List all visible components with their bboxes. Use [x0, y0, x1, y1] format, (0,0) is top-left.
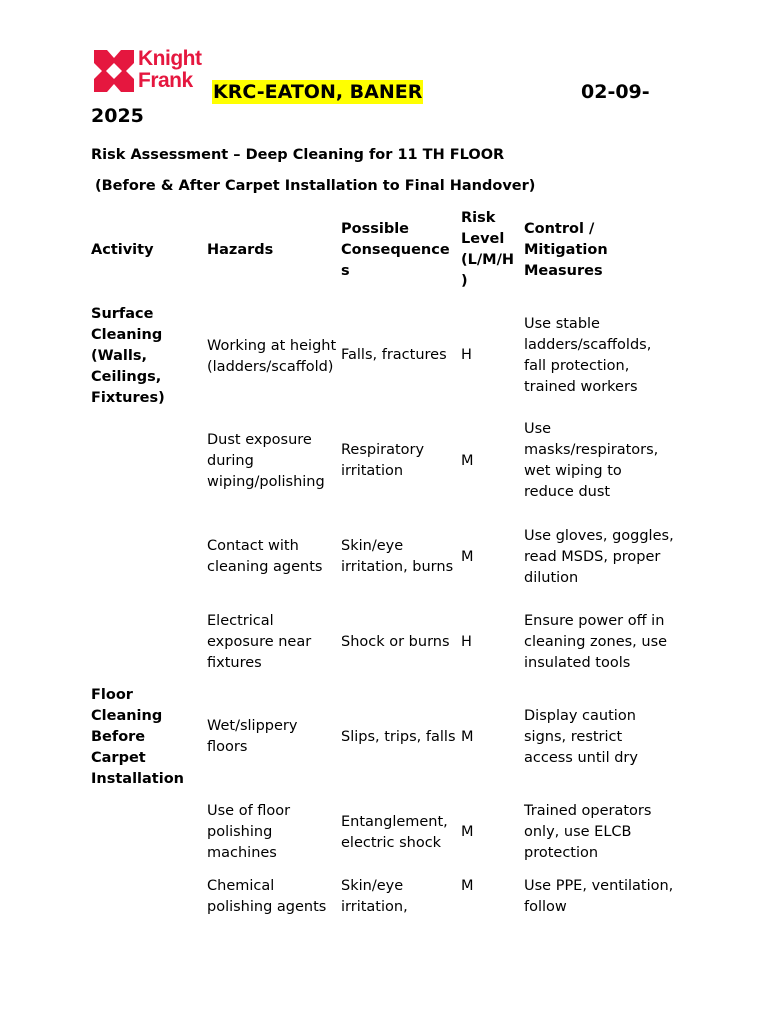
- row-2-hazard: Dust exposure during wiping/polishing: [207, 432, 325, 490]
- row-1-activity: Surface Cleaning (Walls, Ceilings, Fixtures): [91, 306, 165, 406]
- row-3-consequence: Skin/eye irritation, burns: [341, 538, 454, 575]
- row-5-activity: Floor Cleaning Before Carpet Installation: [91, 687, 184, 787]
- knight-frank-logo: [94, 48, 204, 94]
- logo-line-1: Knight: [138, 47, 202, 70]
- row-5-consequence: Slips, trips, falls: [341, 728, 456, 745]
- document-title: Risk Assessment – Deep Cleaning for 11 TH FLOOR: [91, 147, 505, 163]
- row-3-risk: M: [461, 549, 474, 565]
- row-5-control: Display caution signs, restrict access until dry: [524, 708, 638, 766]
- row-1-risk: H: [461, 347, 472, 363]
- knight-frank-mark-icon: [94, 50, 134, 92]
- header-controls: Control / Mitigation Measures: [524, 221, 608, 279]
- row-6-hazard: Use of floor polishing machines: [207, 803, 291, 861]
- row-5-hazard: Wet/slippery floors: [207, 718, 298, 755]
- row-2-control: Use masks/respirators, wet wiping to reduce dust: [524, 421, 659, 500]
- header-activity: Activity: [91, 241, 154, 258]
- row-3-hazard: Contact with cleaning agents: [207, 538, 323, 575]
- row-7-consequence: Skin/eye irritation,: [341, 878, 408, 915]
- row-7-hazard: Chemical polishing agents: [207, 878, 327, 915]
- logo-line-2: Frank: [138, 69, 193, 92]
- row-4-risk: H: [461, 634, 472, 650]
- row-2-consequence: Respiratory irritation: [341, 442, 425, 479]
- row-2-risk: M: [461, 453, 474, 469]
- site-name: KRC-EATON, BANER: [213, 81, 423, 103]
- row-3-control: Use gloves, goggles, read MSDS, proper dilution: [524, 527, 674, 586]
- document-subtitle: (Before & After Carpet Installation to Final Handover): [95, 178, 536, 194]
- date-part-1: 02-09-: [581, 81, 650, 103]
- row-1-hazard: Working at height (ladders/scaffold): [207, 337, 337, 375]
- row-4-consequence: Shock or burns: [341, 634, 450, 650]
- row-1-consequence: Falls, fractures: [341, 347, 447, 363]
- row-4-control: Ensure power off in cleaning zones, use insulated tools: [524, 613, 668, 671]
- logo-wordmark: [138, 48, 201, 92]
- row-7-control: Use PPE, ventilation, follow: [524, 878, 674, 915]
- row-6-consequence: Entanglement, electric shock: [341, 814, 448, 851]
- header-consequences: Possible Consequence s: [341, 221, 450, 279]
- row-5-risk: M: [461, 729, 474, 745]
- row-6-risk: M: [461, 824, 474, 840]
- header-hazards: Hazards: [207, 241, 274, 258]
- row-1-control: Use stable ladders/scaffolds, fall protection, trained workers: [524, 316, 652, 395]
- row-7-risk: M: [461, 878, 474, 894]
- row-4-hazard: Electrical exposure near fixtures: [207, 613, 312, 671]
- header-risk-level: Risk Level (L/M/H ): [461, 210, 515, 289]
- date-part-2: 2025: [91, 105, 144, 127]
- row-6-control: Trained operators only, use ELCB protection: [524, 803, 652, 861]
